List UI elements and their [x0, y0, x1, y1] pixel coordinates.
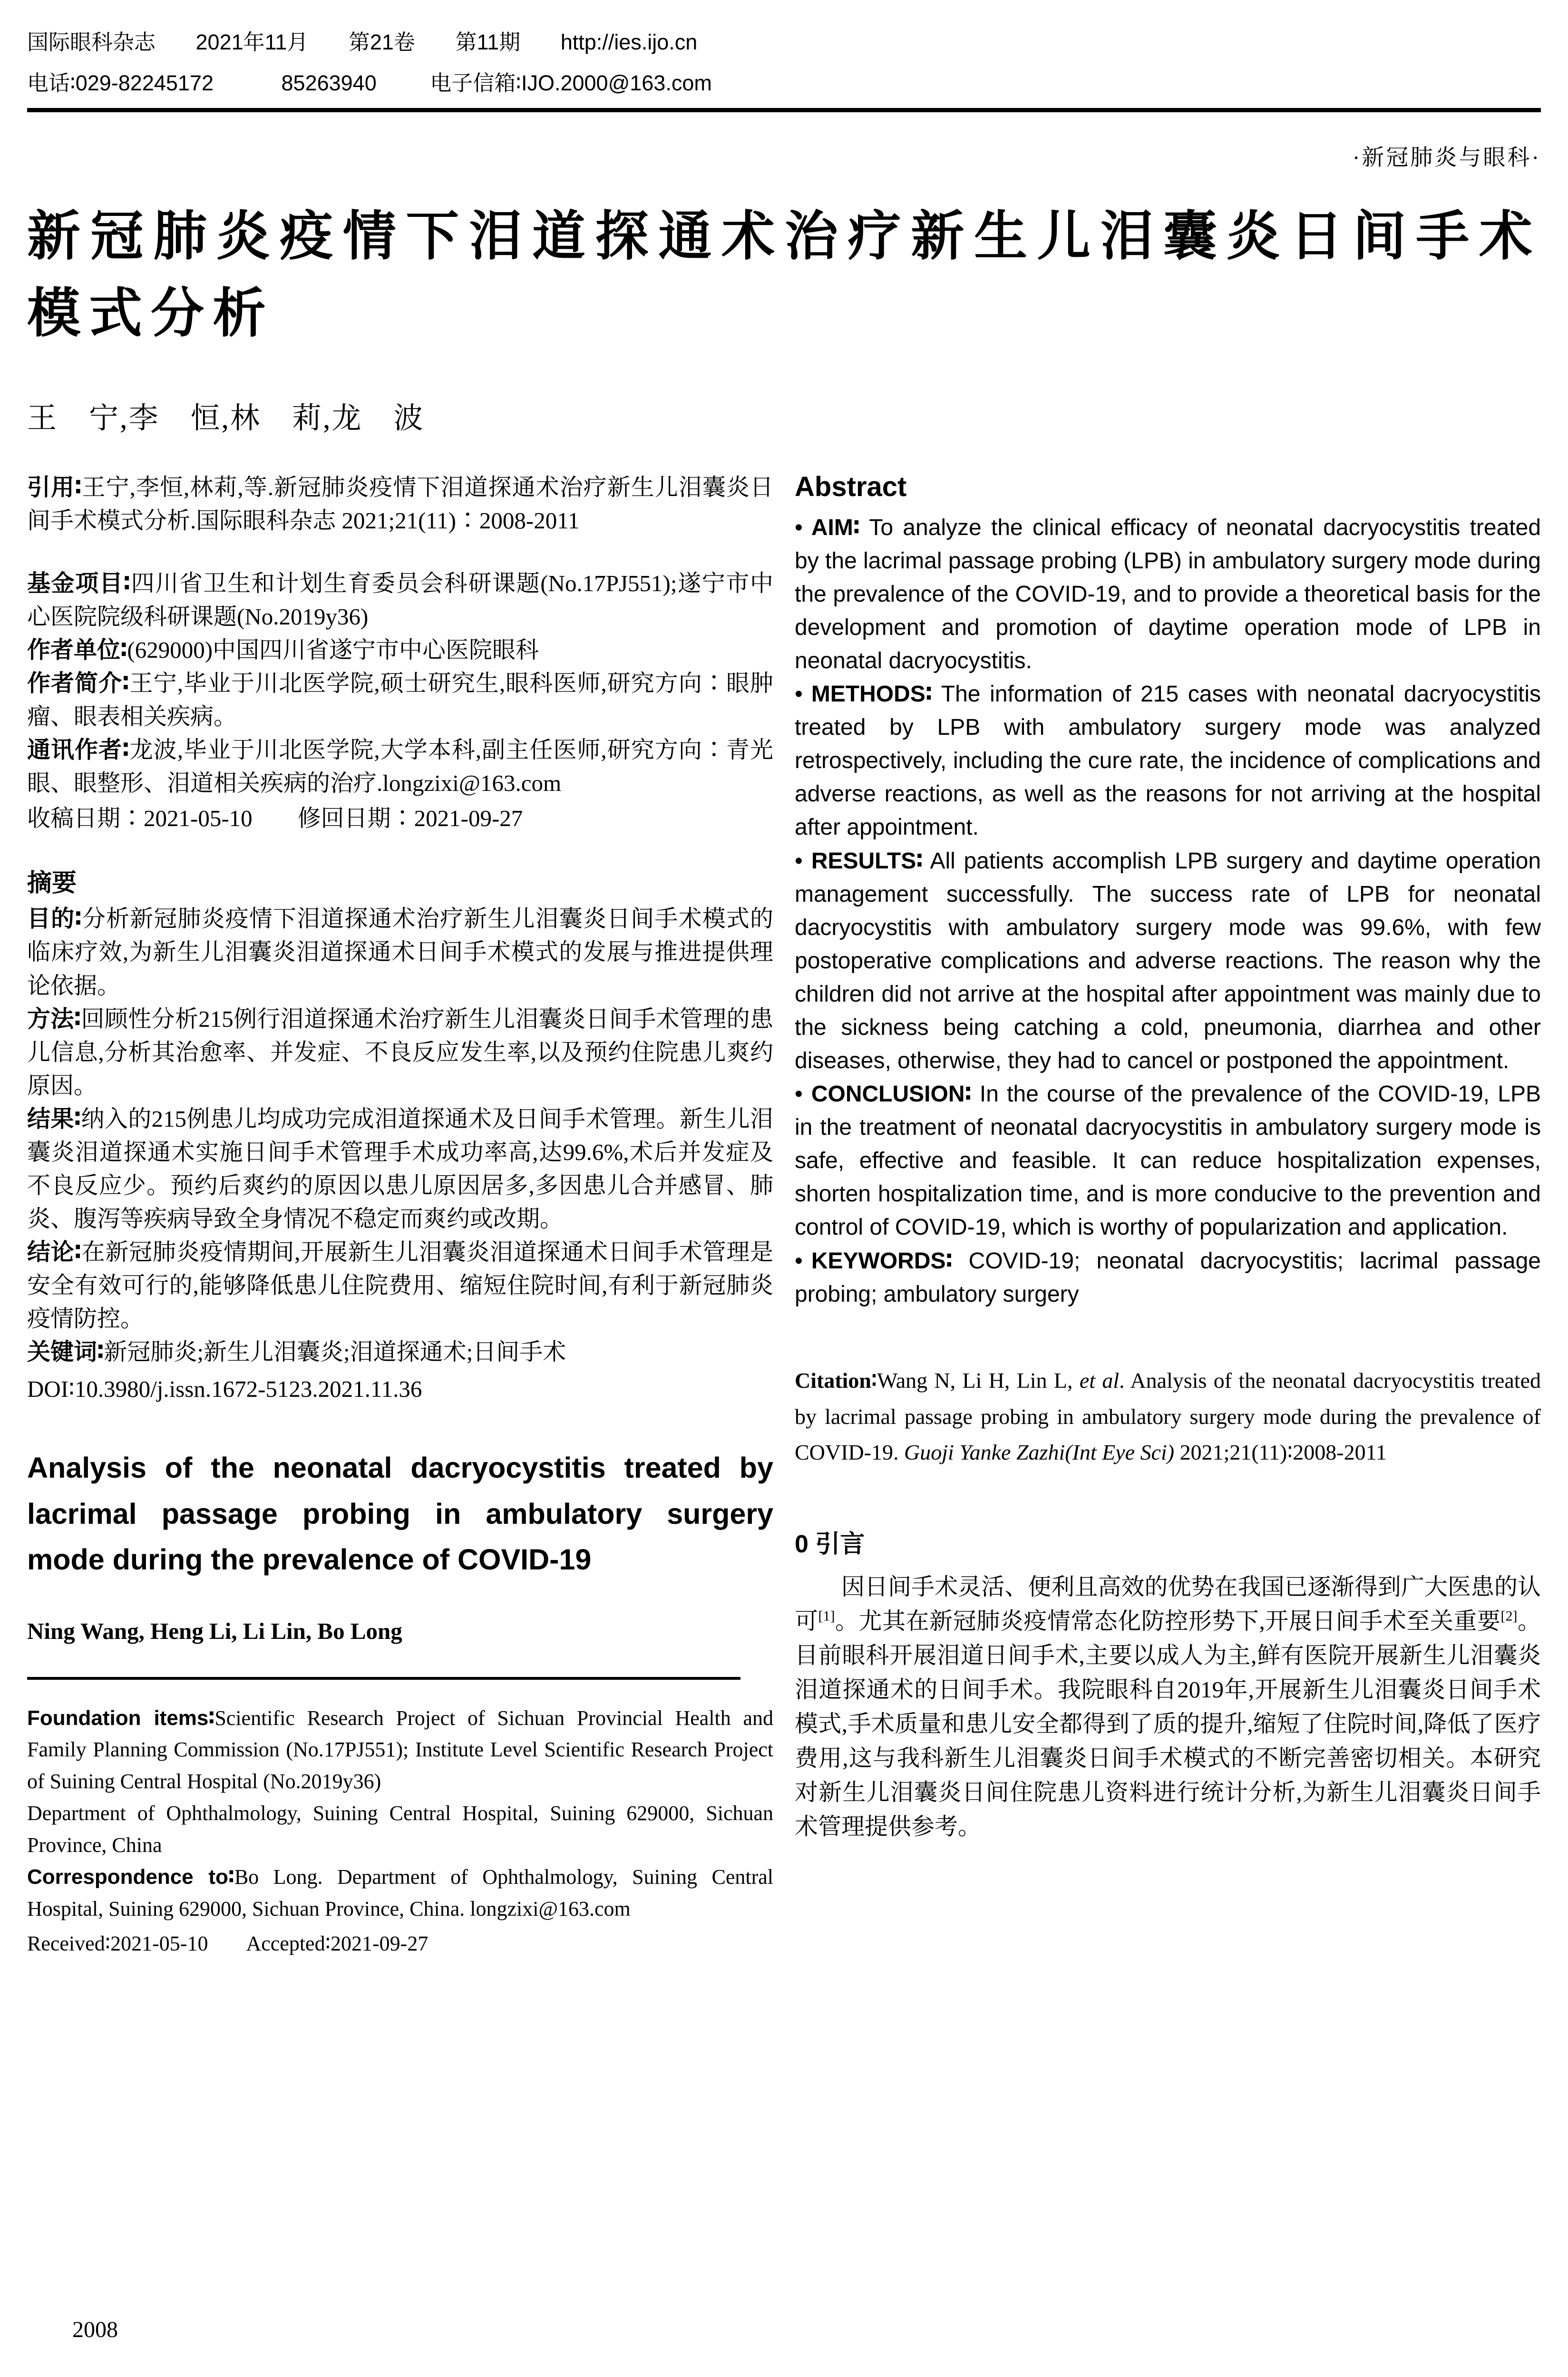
- section-category: ·新冠肺炎与眼科·: [1352, 146, 1541, 170]
- content-columns: [27, 471, 1541, 1960]
- author-bio-cn-text: 王宁,毕业于川北医学院,硕士研究生,眼科医师,研究方向∶眼肿瘤、眼表相关疾病。: [27, 670, 773, 730]
- abstract-cn-methods-text: 回顾性分析215例行泪道探通术治疗新生儿泪囊炎日间手术管理的患儿信息,分析其治愈率、并发症、不良反应发生率,以及预约住院患儿爽约原因。: [27, 1005, 773, 1099]
- received-en-date: 2021-05-10: [110, 1931, 208, 1955]
- citation-en-label: Citation∶: [795, 1368, 877, 1393]
- abstract-en-results: [795, 845, 1541, 1078]
- accepted-en-label: Accepted∶: [246, 1931, 331, 1955]
- foundation-en: [27, 1703, 773, 1798]
- abstract-en-conclusion-text: In the course of the prevalence of the COVID-19, LPB in the treatment of neonatal dacryocystitis in ambulatory surgery mode is safe, effective and feasible. It can reduce hospitalization expenses, shorten hospitalization time, and is more conducive to the prevention and control of COVID-19, which is worthy of popularization and application.: [795, 1081, 1541, 1240]
- abstract-cn-conclusion-text: 在新冠肺炎疫情期间,开展新生儿泪囊炎泪道探通术日间手术管理是安全有效可行的,能够降低患儿住院费用、缩短住院时间,有利于新冠肺炎疫情防控。: [27, 1239, 773, 1332]
- foundation-en-text: Scientific Research Project of Sichuan Provincial Health and Family Planning Commission (No.17PJ551); Institute Level Scientific Research Project of Suining Central Hospital (No.2019y36): [27, 1706, 773, 1793]
- foundation-en-label: Foundation items∶: [27, 1706, 215, 1730]
- citation-en-text-3: 2021;21(11)∶2008-2011: [1174, 1440, 1387, 1465]
- journal-volume: 第21卷: [348, 30, 415, 54]
- bullet-icon: •: [795, 1248, 803, 1274]
- abstract-cn-methods-label: 方法∶: [27, 1006, 81, 1032]
- intro-section: [795, 1570, 1541, 1844]
- abstract-cn-conclusion: [27, 1236, 773, 1335]
- abstract-en-results-text: All patients accomplish LPB surgery and daytime operation management successfully. The success rate of LPB for neonatal dacryocystitis with ambulatory surgery mode was 99.6%, with few postoperative complications and adverse reactions. The reason why the children did not arrive at the hospital after appointment was mainly due to the sickness being catching a cold, pneumonia, diarrhea and other diseases, otherwise, they had to cancel or postponed the appointment.: [795, 848, 1541, 1074]
- bullet-icon: •: [795, 682, 803, 707]
- journal-phone: 电话∶029-82245172: [27, 70, 214, 95]
- bullet-icon: •: [795, 1081, 803, 1107]
- abstract-cn-conclusion-label: 结论∶: [27, 1239, 81, 1266]
- bullet-icon: •: [795, 515, 803, 540]
- abstract-cn-aim-label: 目的∶: [27, 906, 82, 932]
- abstract-en-methods-label: METHODS∶: [811, 682, 932, 707]
- affiliation-cn-text: (629000)中国四川省遂宁市中心医院眼科: [127, 637, 539, 663]
- abstract-cn-results: [27, 1102, 773, 1236]
- abstract-en-aim-label: AIM∶: [811, 515, 860, 540]
- keywords-cn: [27, 1335, 773, 1369]
- journal-email: 电子信箱∶IJO.2000@163.com: [430, 70, 712, 95]
- received-en-label: Received∶: [27, 1931, 111, 1955]
- authors-cn: 王 宁,李 恒,林 莉,龙 波: [27, 402, 425, 435]
- authors-en: Ning Wang, Heng Li, Li Lin, Bo Long: [27, 1618, 402, 1645]
- abstract-en-heading: Abstract: [795, 471, 907, 502]
- abstract-cn-results-text: 纳入的215例患儿均成功完成泪道探通术及日间手术管理。新生儿泪囊炎泪道探通术实施日间手术管理手术成功率高,达99.6%,术后并发症及不良反应少。预约后爽约的原因以患儿原因居多,多因患儿合并感冒、肺炎、腹泻等疾病导致全身情况不稳定而爽约或改期。: [27, 1105, 773, 1232]
- author-bio-cn-label: 作者简介∶: [27, 671, 129, 697]
- correspondence-cn-text: 龙波,毕业于川北医学院,大学本科,副主任医师,研究方向∶青光眼、眼整形、泪道相关疾病的治疗.longzixi@163.com: [27, 737, 773, 797]
- revised-cn-date: 2021-09-27: [414, 805, 523, 832]
- foundation-cn: [27, 567, 773, 633]
- revised-cn-label: 修回日期∶: [297, 805, 414, 832]
- article-title-en: Analysis of the neonatal dacryocystitis treated by lacrimal passage probing in ambulatory surgery mode during the prevalence of COVID-19: [27, 1452, 773, 1576]
- dates-cn: [27, 802, 773, 835]
- abstract-cn-heading: 摘要: [27, 869, 77, 897]
- keywords-en-text: COVID-19; neonatal dacryocystitis; lacrimal passage probing; ambulatory surgery: [795, 1248, 1541, 1307]
- abstract-en-conclusion-label: CONCLUSION∶: [811, 1081, 972, 1107]
- affiliation-cn-label: 作者单位∶: [27, 637, 127, 663]
- keywords-en-label: KEYWORDS∶: [811, 1248, 953, 1274]
- abstract-cn-methods: [27, 1003, 773, 1102]
- author-bio-cn: [27, 667, 773, 733]
- keywords-cn-label: 关键词∶: [27, 1339, 104, 1365]
- journal-url: http://ies.ijo.cn: [560, 30, 698, 54]
- footnote-divider: [27, 1677, 740, 1680]
- affiliation-cn: [27, 633, 773, 667]
- correspondence-cn-label: 通讯作者∶: [27, 737, 129, 763]
- right-column: [795, 471, 1541, 1960]
- journal-name: 国际眼科杂志: [27, 30, 156, 54]
- bullet-icon: •: [795, 848, 803, 874]
- abstract-en-methods-text: The information of 215 cases with neonatal dacryocystitis treated by LPB with ambulatory surgery mode was analyzed retrospectively, including the cure rate, the incidence of complications and adverse reactions, as well as the reasons for not arriving at the hospital after appointment.: [795, 682, 1541, 840]
- abstract-en: [795, 511, 1541, 1311]
- intro-paragraph: [795, 1570, 1541, 1844]
- abstract-cn: [27, 902, 773, 1406]
- journal-issue-number: 第11期: [455, 30, 521, 54]
- citation-cn: [27, 471, 773, 537]
- article-title-cn: 新冠肺炎疫情下泪道探通术治疗新生儿泪囊炎日间手术模式分析: [27, 206, 1541, 343]
- journal-issue-date: 2021年11月: [195, 30, 309, 54]
- foundation-cn-text: 四川省卫生和计划生育委员会科研课题(No.17PJ551);遂宁市中心医院院级科研课题(No.2019y36): [27, 570, 773, 630]
- journal-header: [27, 22, 1541, 103]
- intro-heading: 0 引言: [795, 1530, 865, 1559]
- footnote-block: [27, 1703, 773, 1960]
- abstract-en-methods: [795, 678, 1541, 844]
- abstract-cn-results-label: 结果∶: [27, 1106, 81, 1132]
- correspondence-en-text: Bo Long. Department of Ophthalmology, Suining Central Hospital, Suining 629000, Sichuan Province, China. longzixi@163.com: [27, 1865, 774, 1920]
- received-cn-label: 收稿日期∶: [27, 805, 144, 832]
- page-number: 2008: [72, 2317, 118, 2342]
- abstract-en-conclusion: [795, 1078, 1541, 1244]
- citation-en: [795, 1363, 1541, 1471]
- journal-header-line1: [27, 22, 1541, 63]
- reference-sup-1: [1]: [818, 1608, 835, 1625]
- abstract-cn-aim: [27, 902, 773, 1002]
- citation-en-etal: et al: [1079, 1368, 1120, 1393]
- intro-text-1: 因日间手术灵活、便利且高效的优势在我国已逐渐得到广大医患的认可: [795, 1574, 1541, 1635]
- correspondence-en: [27, 1861, 773, 1925]
- abstract-cn-aim-text: 分析新冠肺炎疫情下泪道探通术治疗新生儿泪囊炎日间手术模式的临床疗效,为新生儿泪囊炎泪道探通术日间手术模式的发展与推进提供理论依据。: [27, 906, 773, 999]
- citation-cn-text: 王宁,李恒,林莉,等.新冠肺炎疫情下泪道探通术治疗新生儿泪囊炎日间手术模式分析.国际眼科杂志 2021;21(11)∶2008-2011: [27, 474, 773, 534]
- journal-header-line2: [27, 63, 1541, 104]
- citation-en-text-1: Wang N, Li H, Lin L,: [877, 1368, 1080, 1393]
- left-column: [27, 471, 773, 1960]
- abstract-en-aim-text: To analyze the clinical efficacy of neonatal dacryocystitis treated by the lacrimal passage probing (LPB) in ambulatory surgery mode during the prevalence of the COVID-19, and to provide a theoretical basis for the development and promotion of daytime operation mode of LPB in neonatal dacryocystitis.: [795, 515, 1541, 674]
- dates-en: [27, 1928, 773, 1960]
- keywords-cn-text: 新冠肺炎;新生儿泪囊炎;泪道探通术;日间手术: [104, 1339, 566, 1365]
- citation-en-journal: Guoji Yanke Zazhi(Int Eye Sci): [904, 1440, 1175, 1465]
- doi: DOI∶10.3980/j.issn.1672-5123.2021.11.36: [27, 1376, 422, 1403]
- intro-text-2: 。尤其在新冠肺炎疫情常态化防控形势下,开展日间手术至关重要: [835, 1608, 1501, 1635]
- correspondence-cn: [27, 733, 773, 800]
- header-divider: [27, 108, 1541, 112]
- accepted-en-date: 2021-09-27: [331, 1931, 429, 1955]
- citation-cn-label: 引用∶: [27, 474, 82, 500]
- abstract-en-results-label: RESULTS∶: [811, 848, 923, 874]
- affiliation-en: Department of Ophthalmology, Suining Central Hospital, Suining 629000, Sichuan Province, China: [27, 1802, 773, 1857]
- intro-text-3: 。目前眼科开展泪道日间手术,主要以成人为主,鲜有医院开展新生儿泪囊炎泪道探通术的日间手术。我院眼科自2019年,开展新生儿泪囊炎日间手术模式,手术质量和患儿安全都得到了质的提升,缩短了住院时间,降低了医疗费用,这与我科新生儿泪囊炎日间手术模式的不断完善密切相关。本研究对新生儿泪囊炎日间住院患儿资料进行统计分析,为新生儿泪囊炎日间手术管理提供参考。: [795, 1608, 1541, 1840]
- abstract-en-aim: [795, 511, 1541, 678]
- reference-sup-2: [2]: [1500, 1608, 1518, 1625]
- keywords-en: [795, 1245, 1541, 1311]
- received-cn-date: 2021-05-10: [144, 805, 253, 832]
- correspondence-en-label: Correspondence to∶: [27, 1865, 234, 1889]
- citation-en-text-2: . Analysis of the neonatal dacryocystitis treated by lacrimal passage probing in ambulatory surgery mode during the prevalence of COVID-19.: [795, 1368, 1541, 1465]
- journal-phone-2: 85263940: [281, 70, 377, 95]
- foundation-cn-label: 基金项目∶: [27, 570, 130, 596]
